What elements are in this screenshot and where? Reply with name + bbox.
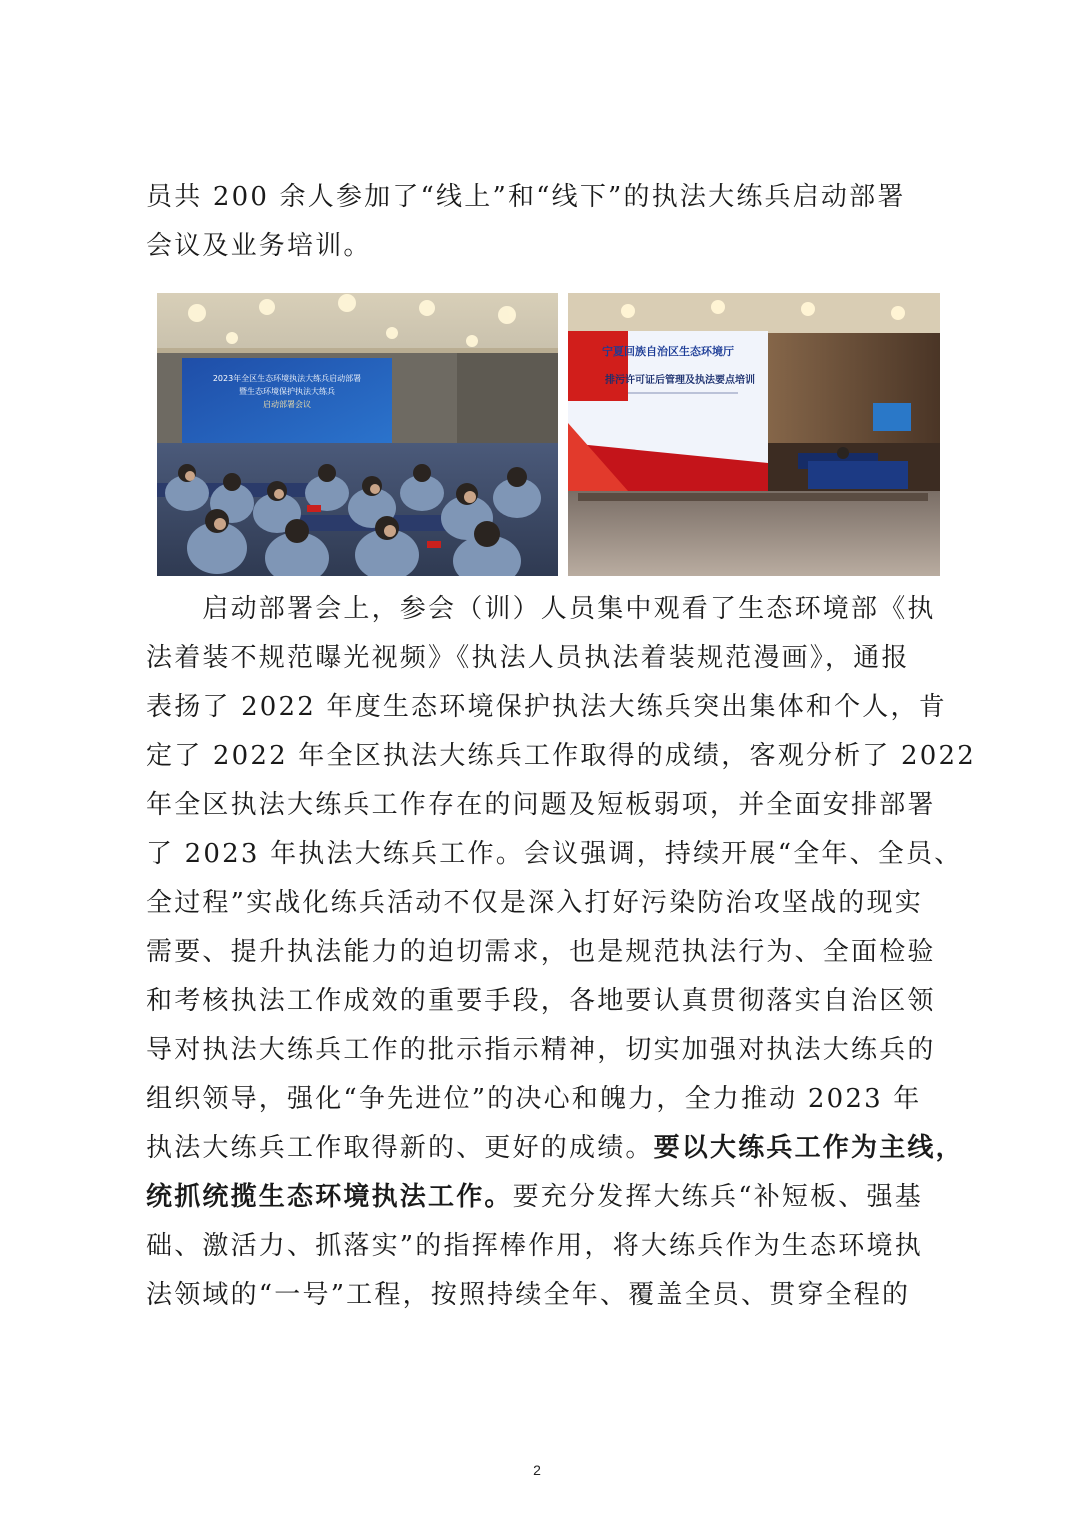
paragraph-body [146,585,976,1320]
text-line: 启动部署会上，参会（训）人员集中观看了生态环境部《执 [146,594,936,624]
text-line: 定了 2022 年全区执法大练兵工作取得的成绩，客观分析了 2022 [146,741,976,771]
text-line: 表扬了 2022 年度生态环境保护执法大练兵突出集体和个人，肯 [146,692,947,722]
text-line: 会议及业务培训。 [146,231,372,261]
text-segment: 执法大练兵工作取得新的、更好的成绩。 [146,1133,654,1163]
screen-text: 2023年全区生态环境执法大练兵启动部署 [212,374,362,383]
bold-emphasis: 要以大练兵工作为主线， [653,1133,964,1163]
text-line: 年全区执法大练兵工作存在的问题及短板弱项，并全面安排部署 [146,790,936,820]
text-line: 组织领导，强化“争先进位”的决心和魄力，全力推动 2023 年 [146,1084,922,1114]
text-line: 员共 200 余人参加了“线上”和“线下”的执法大练兵启动部署 [146,182,906,212]
text-line: 导对执法大练兵工作的批示指示精神，切实加强对执法大练兵的 [146,1035,936,1065]
bold-emphasis: 统抓统揽生态环境执法工作。 [146,1182,513,1212]
text-segment: 要充分发挥大练兵“补短板、强基 [512,1182,923,1212]
text-line [146,1124,964,1173]
screen-title: 宁夏回族自治区生态环境厅 [602,345,734,358]
page-number: 2 [533,1462,541,1478]
meeting-photo-stage [568,293,940,576]
text-line: 和考核执法工作成效的重要手段，各地要认真贯彻落实自治区领 [146,986,936,1016]
text-line: 了 2023 年执法大练兵工作。会议强调，持续开展“全年、全员、 [146,839,963,869]
text-line: 需要、提升执法能力的迫切需求，也是规范执法行为、全面检验 [146,937,936,967]
text-line: 全过程”实战化练兵活动不仅是深入打好污染防治攻坚战的现实 [146,888,923,918]
screen-text: 启动部署会议 [263,400,311,409]
text-line [146,1173,942,1222]
paragraph-intro [146,173,942,271]
meeting-photo-audience [157,293,558,576]
text-line: 法着装不规范曝光视频》《执法人员执法着装规范漫画》，通报 [146,643,910,673]
text-line: 法领域的“一号”工程，按照持续全年、覆盖全员、贯穿全程的 [146,1280,911,1310]
screen-text: 暨生态环境保护执法大练兵 [239,387,335,396]
text-line: 础、激活力、抓落实”的指挥棒作用，将大练兵作为生态环境执 [146,1231,923,1261]
screen-subtitle: 排污许可证后管理及执法要点培训 [605,375,755,386]
